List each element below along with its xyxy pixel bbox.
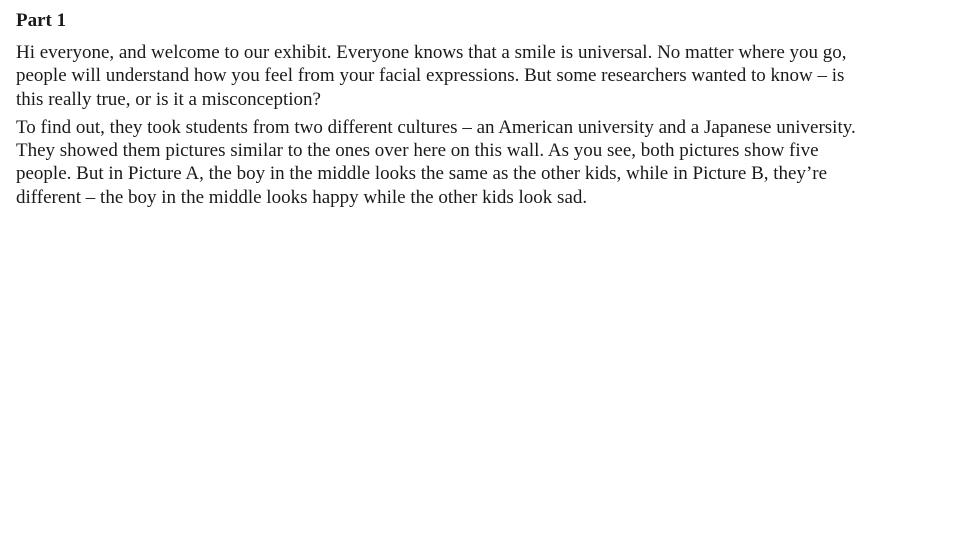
paragraph-1-line-3: this really true, or is it a misconception? <box>16 88 321 110</box>
paragraph-2-line-1: To find out, they took students from two different cultures – an American university and a Japanese university. <box>16 116 856 138</box>
section-heading: Part 1 <box>16 10 67 31</box>
paragraph-2-line-4: different – the boy in the middle looks happy while the other kids look sad. <box>16 186 588 208</box>
paragraph-1-line-1: Hi everyone, and welcome to our exhibit. Everyone knows that a smile is universal. No matter where you go, <box>16 42 847 63</box>
paragraph-2-line-3: people. But in Picture A, the boy in the middle looks the same as the other kids, while in Picture B, they’re <box>16 163 828 185</box>
paragraph-1 <box>16 41 956 111</box>
paragraph-2-line-2: They showed them pictures similar to the ones over here on this wall. As you see, both pictures show five <box>16 140 819 162</box>
paragraph-2 <box>16 116 956 209</box>
document <box>16 9 956 214</box>
paragraph-1-line-2: people will understand how you feel from your facial expressions. But some researchers wanted to know – is <box>16 65 845 87</box>
